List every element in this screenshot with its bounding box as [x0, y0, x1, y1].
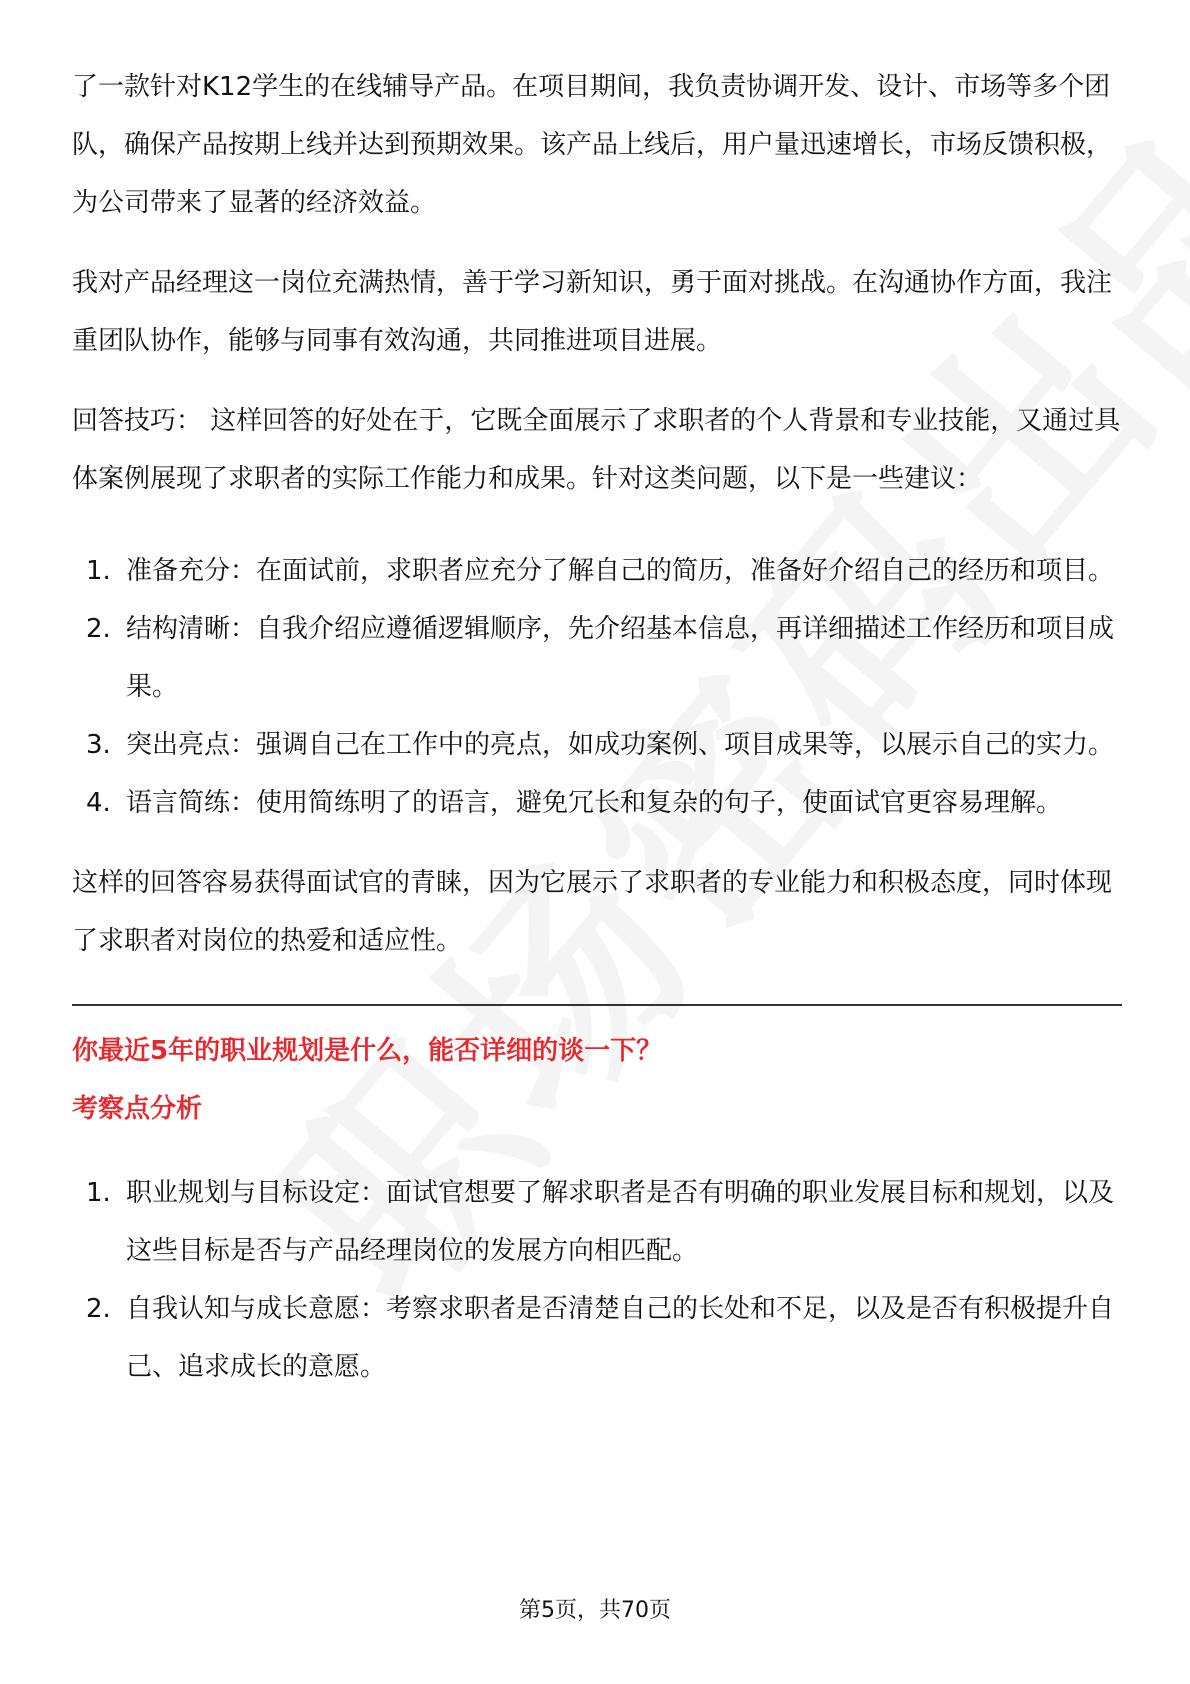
analysis-list — [72, 1164, 1122, 1396]
list-item-number: 1. — [86, 556, 111, 586]
paragraph-closing: 这样的回答容易获得面试官的青睐，因为它展示了求职者的专业能力和积极态度，同时体现了求职者对岗位的热爱和适应性。 — [72, 868, 1113, 956]
list-item-number: 2. — [86, 614, 111, 644]
list-item — [72, 716, 1122, 774]
paragraph-project: 了一款针对K12学生的在线辅导产品。在项目期间，我负责协调开发、设计、市场等多个团队，确保产品按期上线并达到预期效果。该产品上线后，用户量迅速增长，市场反馈积极，为公司带来了显著的经济效益。 — [72, 72, 1113, 218]
list-item — [72, 542, 1122, 600]
analysis-heading: 考察点分析 — [72, 1094, 203, 1124]
paragraph-passion: 我对产品经理这一岗位充满热情，善于学习新知识，勇于面对挑战。在沟通协作方面，我注重团队协作，能够与同事有效沟通，共同推进项目进展。 — [72, 268, 1113, 356]
section-divider — [72, 1004, 1122, 1006]
list-item — [72, 1164, 1122, 1280]
list-item-number: 4. — [86, 788, 111, 818]
list-item-text: 结构清晰：自我介绍应遵循逻辑顺序，先介绍基本信息，再详细描述工作经历和项目成果。 — [126, 614, 1115, 702]
page-content — [72, 58, 1122, 1396]
list-item — [72, 1280, 1122, 1396]
list-item-text: 语言简练：使用简练明了的语言，避免冗长和复杂的句子，使面试官更容易理解。 — [126, 788, 1063, 818]
list-item-text: 自我认知与成长意愿：考察求职者是否清楚自己的长处和不足，以及是否有积极提升自己、追求成长的意愿。 — [126, 1294, 1115, 1382]
tips-list — [72, 542, 1122, 832]
list-item-text: 突出亮点：强调自己在工作中的亮点，如成功案例、项目成果等，以展示自己的实力。 — [126, 730, 1115, 760]
list-item-number: 2. — [86, 1294, 111, 1324]
list-item-number: 1. — [86, 1178, 111, 1208]
list-item-text: 准备充分：在面试前，求职者应充分了解自己的简历，准备好介绍自己的经历和项目。 — [126, 556, 1115, 586]
list-item-number: 3. — [86, 730, 111, 760]
paragraph-answer-tips: 回答技巧： 这样回答的好处在于，它既全面展示了求职者的个人背景和专业技能，又通过具体案例展现了求职者的实际工作能力和成果。针对这类问题，以下是一些建议： — [72, 406, 1121, 494]
list-item — [72, 774, 1122, 832]
list-item-text: 职业规划与目标设定：面试官想要了解求职者是否有明确的职业发展目标和规划，以及这些目标是否与产品经理岗位的发展方向相匹配。 — [126, 1178, 1115, 1266]
page-footer: 第5页，共70页 — [519, 1598, 671, 1623]
list-item — [72, 600, 1122, 716]
question-title: 你最近5年的职业规划是什么，能否详细的谈一下？ — [72, 1036, 663, 1066]
